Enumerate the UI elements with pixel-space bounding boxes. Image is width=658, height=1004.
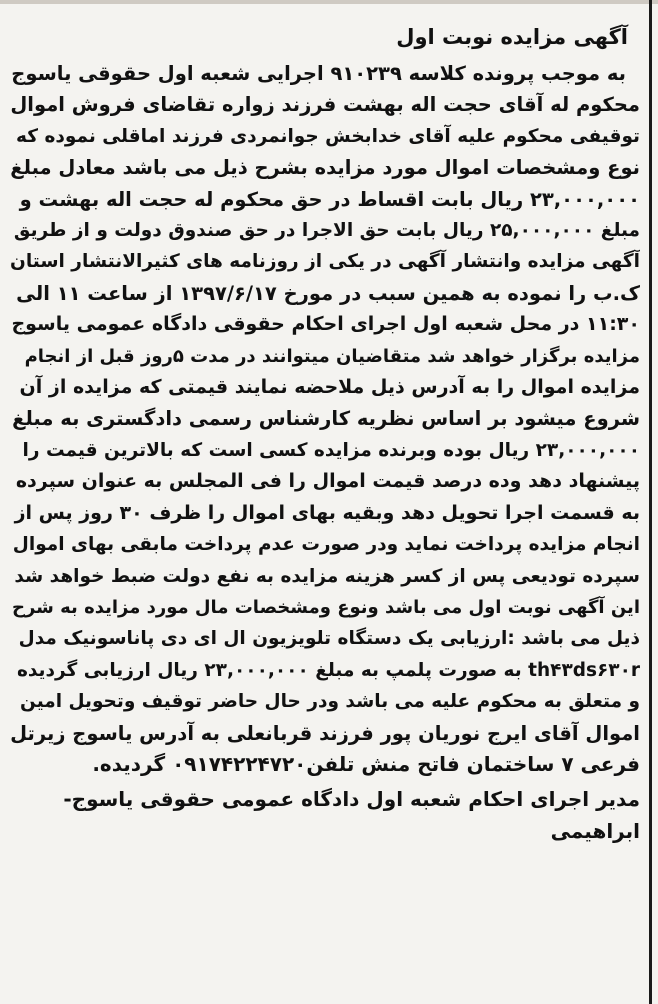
- top-edge: [0, 0, 658, 4]
- notice-line: فرعی ۷ ساختمان فاتح منش تلفن۰۹۱۷۴۲۲۴۷۲۰ گردیده.: [92, 751, 640, 776]
- notice-body: [10, 58, 640, 780]
- notice-line: مزایده اموال را به آدرس ذیل ملاحضه نمایند قیمتی که مزایده از آن: [19, 376, 640, 399]
- notice-line: ۲۳,۰۰۰,۰۰۰ ریال بوده وبرنده مزایده کسی است که بالاترین قیمت را: [22, 439, 640, 461]
- notice-line: پیشنهاد دهد وده درصد قیمت اموال را فی المجلس به عنوان سپرده: [15, 470, 640, 493]
- notice-signature: [10, 784, 640, 847]
- notice-line: این آگهی نوبت اول می باشد ونوع ومشخصات مال مورد مزایده به شرح: [12, 596, 640, 618]
- notice-line: اموال آقای ایرج نوریان پور فرزند قربانعلی به آدرس یاسوج زیرتل: [10, 721, 640, 745]
- auction-notice: [10, 22, 640, 847]
- notice-line: انجام مزایده پرداخت نماید ودر صورت عدم پرداخت مابقی بهای اموال: [12, 534, 640, 556]
- notice-line: به قسمت اجرا تحویل دهد وبقیه بهای اموال را ظرف ۳۰ روز پس از: [14, 501, 640, 524]
- notice-line: th۴۳ds۶۳۰r به صورت پلمپ به مبلغ ۲۳,۰۰۰,۰۰۰ ریال ارزیابی گردیده: [16, 659, 640, 681]
- notice-line: به موجب پرونده کلاسه ۹۱۰۲۳۹ اجرایی شعبه اول حقوقی یاسوج: [11, 62, 626, 85]
- notice-line: و متعلق به محکوم علیه می باشد ودر حال حاضر توقیف وتحویل امین: [20, 691, 640, 713]
- notice-line: مزایده برگزار خواهد شد متقاضیان میتوانند در مدت ۵روز قبل از انجام: [24, 345, 640, 367]
- notice-line: سپرده تودیعی پس از کسر هزینه مزایده به نفع دولت ضبط خواهد شد: [14, 565, 640, 587]
- notice-title: آگهی مزایده نوبت اول: [396, 25, 628, 49]
- notice-line: ک.ب را نموده به همین سبب در مورخ ۱۳۹۷/۶/۱۷ از ساعت ۱۱ الی: [16, 281, 640, 305]
- column-rule: [649, 0, 652, 1004]
- notice-line: توقیفی محکوم علیه آقای خدابخش جوانمردی فرزند اماقلی نموده که: [16, 125, 640, 147]
- notice-line: مبلغ ۲۵,۰۰۰,۰۰۰ ریال بابت حق الاجرا در حق صندوق دولت و از طریق: [13, 220, 640, 242]
- notice-line: ذیل می باشد :ارزیابی یک دستگاه تلویزیون ال ای دی پاناسونیک مدل: [18, 628, 640, 650]
- notice-line: ۲۳,۰۰۰,۰۰۰ ریال بابت اقساط در حق محکوم له حجت اله بهشت و: [19, 187, 640, 211]
- notice-line: شروع میشود بر اساس نظریه کارشناس رسمی دادگستری به مبلغ: [12, 407, 640, 431]
- signature-line: مدیر اجرای احکام شعبه اول دادگاه عمومی حقوقی یاسوج-: [63, 787, 640, 812]
- signature-line: ابراهیمی: [550, 818, 640, 843]
- notice-line: آگهی مزایده وانتشار آگهی در یکی از روزنامه های کثیرالانتشار استان: [10, 251, 640, 273]
- notice-line: ۱۱:۳۰ در محل شعبه اول اجرای احکام حقوقی دادگاه عمومی یاسوج: [11, 313, 640, 336]
- notice-line: محکوم له آقای حجت اله بهشت فرزند زواره تقاضای فروش اموال: [10, 93, 640, 117]
- notice-line: نوع ومشخصات اموال مورد مزایده بشرح ذیل می باشد معادل مبلغ: [10, 156, 640, 180]
